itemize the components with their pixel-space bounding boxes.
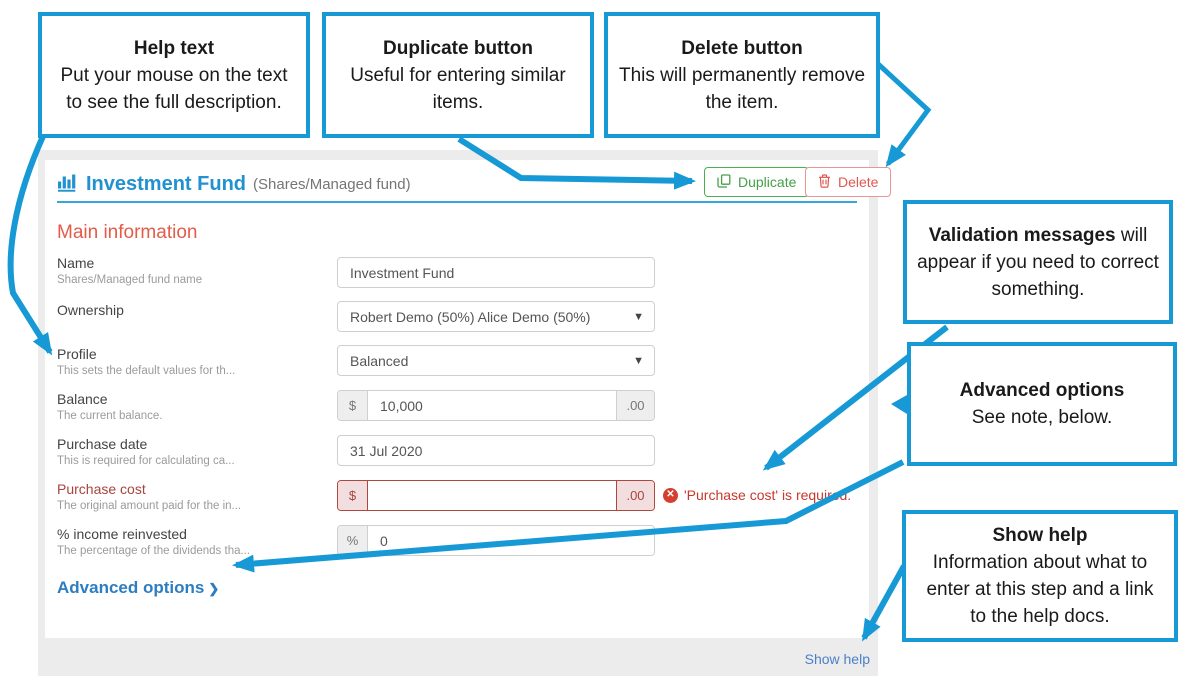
cents-suffix: .00 bbox=[616, 481, 654, 510]
arrow-delete-callout-to-button bbox=[876, 62, 928, 164]
purchase-date-input[interactable] bbox=[337, 435, 655, 466]
label-purchase-date: Purchase date bbox=[57, 436, 148, 452]
callout-advanced-title: Advanced options bbox=[959, 380, 1125, 401]
purchase-cost-input-group bbox=[337, 480, 655, 511]
duplicate-button-label: Duplicate bbox=[738, 174, 797, 190]
callout-advanced-body: See note, below. bbox=[971, 407, 1113, 428]
copy-icon bbox=[717, 174, 731, 191]
cents-suffix: .00 bbox=[616, 391, 654, 420]
chevron-down-icon: ▼ bbox=[633, 310, 644, 323]
field-label-purchase-cost bbox=[57, 481, 329, 512]
balance-input-group bbox=[337, 390, 655, 421]
currency-prefix: $ bbox=[338, 391, 368, 420]
currency-prefix: $ bbox=[338, 481, 368, 510]
advanced-callout-pointer bbox=[891, 395, 907, 414]
show-help-link[interactable]: Show help bbox=[804, 651, 870, 667]
help-profile[interactable]: This sets the default values for th... bbox=[57, 365, 236, 377]
profile-value: Balanced bbox=[350, 352, 409, 369]
callout-duplicate-body: Useful for entering similar items. bbox=[350, 64, 566, 113]
income-reinvested-input[interactable] bbox=[368, 526, 654, 555]
field-label-name bbox=[57, 255, 329, 286]
delete-button[interactable] bbox=[805, 167, 891, 197]
callout-validation-body: will appear if you need to correct something. bbox=[917, 224, 1159, 300]
callout-help-title: Help text bbox=[133, 37, 215, 59]
balance-input[interactable] bbox=[368, 391, 616, 420]
chevron-right-icon: ❯ bbox=[208, 581, 220, 596]
label-income-reinvested: % income reinvested bbox=[57, 526, 187, 542]
label-ownership: Ownership bbox=[57, 302, 124, 318]
field-label-ownership bbox=[57, 302, 329, 318]
investment-fund-card bbox=[45, 160, 879, 638]
form-panel-background bbox=[38, 150, 878, 676]
label-purchase-cost: Purchase cost bbox=[57, 481, 146, 497]
callout-advanced-options bbox=[907, 342, 1177, 466]
help-balance[interactable]: The current balance. bbox=[57, 410, 163, 422]
callout-help-text bbox=[38, 12, 310, 138]
callout-validation-text bbox=[917, 222, 1159, 303]
field-label-profile bbox=[57, 346, 329, 377]
error-circle-icon: ✕ bbox=[663, 488, 678, 503]
chevron-down-icon: ▼ bbox=[633, 354, 644, 367]
callout-showhelp-body: Information about what to enter at this step and a link to the help docs. bbox=[926, 552, 1154, 627]
field-label-purchase-date bbox=[57, 436, 329, 467]
name-input[interactable] bbox=[337, 257, 655, 288]
field-label-balance bbox=[57, 391, 329, 422]
callout-showhelp-title: Show help bbox=[992, 525, 1088, 546]
callout-validation-title: Validation messages bbox=[928, 224, 1116, 246]
trash-icon bbox=[818, 174, 831, 191]
callout-show-help bbox=[902, 510, 1178, 642]
help-name[interactable]: Shares/Managed fund name bbox=[57, 274, 203, 286]
callout-delete-title: Delete button bbox=[681, 37, 803, 59]
header-divider bbox=[57, 201, 857, 203]
advanced-options-label: Advanced options bbox=[57, 578, 205, 597]
purchase-cost-input[interactable] bbox=[368, 481, 616, 510]
card-subtitle: (Shares/Managed fund) bbox=[253, 176, 411, 193]
label-profile: Profile bbox=[57, 346, 97, 362]
bar-chart-icon bbox=[57, 172, 78, 197]
validation-message bbox=[663, 487, 851, 503]
help-purchase-cost[interactable]: The original amount paid for the in... bbox=[57, 500, 242, 512]
help-purchase-date[interactable]: This is required for calculating ca... bbox=[57, 455, 235, 467]
field-label-income-reinvested bbox=[57, 526, 329, 557]
callout-duplicate-button bbox=[322, 12, 594, 138]
label-name: Name bbox=[57, 255, 95, 271]
callout-validation-messages bbox=[903, 200, 1173, 324]
callout-delete-body: This will permanently remove the item. bbox=[618, 64, 866, 113]
validation-message-text: 'Purchase cost' is required. bbox=[684, 487, 852, 503]
profile-select[interactable] bbox=[337, 345, 655, 376]
card-header bbox=[57, 172, 411, 197]
delete-button-label: Delete bbox=[838, 174, 879, 190]
card-title: Investment Fund bbox=[86, 173, 247, 195]
callout-help-body: Put your mouse on the text to see the full description. bbox=[60, 64, 288, 113]
callout-delete-button bbox=[604, 12, 880, 138]
help-income-reinvested[interactable]: The percentage of the dividends tha... bbox=[57, 545, 251, 557]
duplicate-button[interactable] bbox=[704, 167, 809, 197]
label-balance: Balance bbox=[57, 391, 108, 407]
advanced-options-link[interactable] bbox=[57, 578, 219, 598]
percent-prefix: % bbox=[338, 526, 368, 555]
income-reinvested-input-group bbox=[337, 525, 655, 556]
callout-duplicate-title: Duplicate button bbox=[383, 37, 533, 59]
section-title: Main information bbox=[57, 222, 198, 243]
ownership-select[interactable] bbox=[337, 301, 655, 332]
ownership-value: Robert Demo (50%) Alice Demo (50%) bbox=[350, 308, 591, 325]
